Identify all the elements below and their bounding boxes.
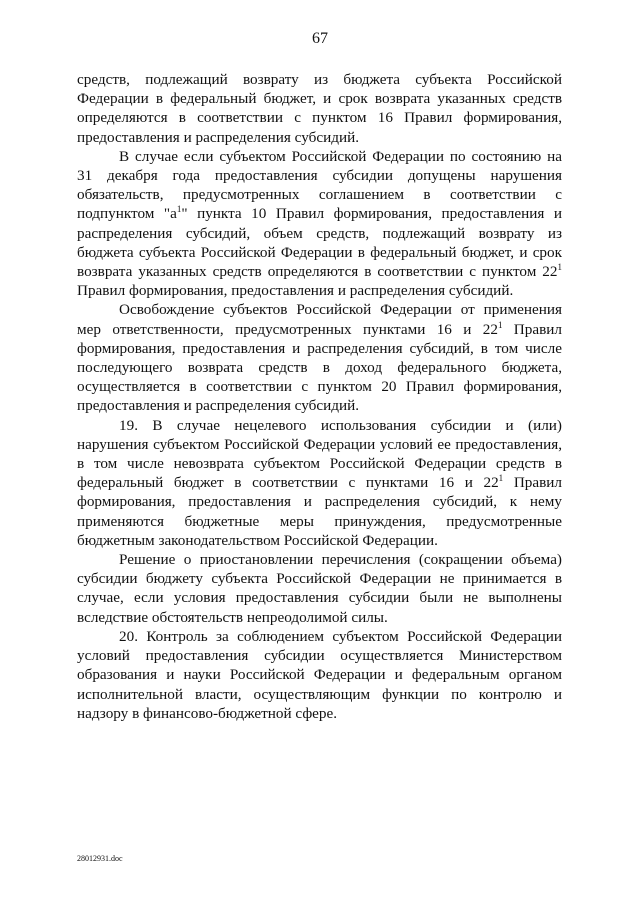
paragraph-text: " пункта 10 Правил формирования, предоставления и распределения субсидий, объем средств, подлежащий возврату из бюджета субъекта Российской Федерации в федеральный бюджет, и срок возврата указанных средств определяются в соответствии с пунктом 22 (77, 205, 562, 281)
paragraph (77, 300, 562, 415)
superscript-index: 1 (497, 319, 503, 330)
document-body (77, 70, 562, 723)
superscript-index: 1 (176, 204, 182, 215)
paragraph-text: Освобождение субъектов Российской Федерации от применения мер ответственности, предусмотренных пунктами 16 и 22 (77, 301, 562, 338)
superscript-index: 1 (557, 262, 562, 273)
paragraph-text: Правил формирования, предоставления и распределения субсидий. (77, 282, 514, 300)
paragraph-text: 19. В случае нецелевого использования субсидии и (или) нарушения субъектом Российской Федерации условий ее предоставления, в том числе невозврата субъектом Российской Федерации средств в федеральный бюджет в соответствии с пунктами 16 и 22 (77, 416, 562, 492)
page-number: 67 (312, 30, 328, 47)
paragraph-text: Решение о приостановлении перечисления (сокращении объема) субсидии бюджету субъекта Российской Федерации не принимается в случае, если условия предоставления субсидии были не выполнены вследствие обстоятельств непреодолимой силы. (77, 551, 562, 626)
paragraph (77, 70, 562, 147)
paragraph (77, 627, 562, 723)
paragraph (77, 147, 562, 301)
paragraph (77, 416, 562, 550)
superscript-index: 1 (498, 473, 504, 484)
paragraph-text: средств, подлежащий возврату из бюджета субъекта Российской Федерации в федеральный бюджет, и срок возврата указанных средств определяются в соответствии с пунктом 16 Правил формирования, предоставления и распределения субсидий. (77, 71, 562, 146)
document-filename: 28012931.doc (77, 854, 123, 863)
paragraph (77, 550, 562, 627)
paragraph-text: 20. Контроль за соблюдением субъектом Российской Федерации условий предоставления субсидии осуществляется Министерством образования и науки Российской Федерации и федеральным органом исполнительной власти, осуществляющим функции по контролю и надзору в финансово-бюджетной сфере. (77, 627, 562, 722)
paragraph-text: Правил формирования, предоставления и распределения субсидий, к нему применяются бюджетные меры принуждения, предусмотренные бюджетным законодательством Российской Федерации. (77, 474, 562, 549)
paragraph-text: Правил формирования, предоставления и распределения субсидий, в том числе последующего возврата средств в доход федерального бюджета, осуществляется в соответствии с пунктом 20 Правил формирования, предоставления и распределения субсидий. (77, 320, 562, 415)
paragraph-text: В случае если субъектом Российской Федерации по состоянию на 31 декабря года предоставления субсидии допущены нарушения обязательств, предусмотренных соглашением в соответствии с подпунктом "а (77, 147, 562, 223)
